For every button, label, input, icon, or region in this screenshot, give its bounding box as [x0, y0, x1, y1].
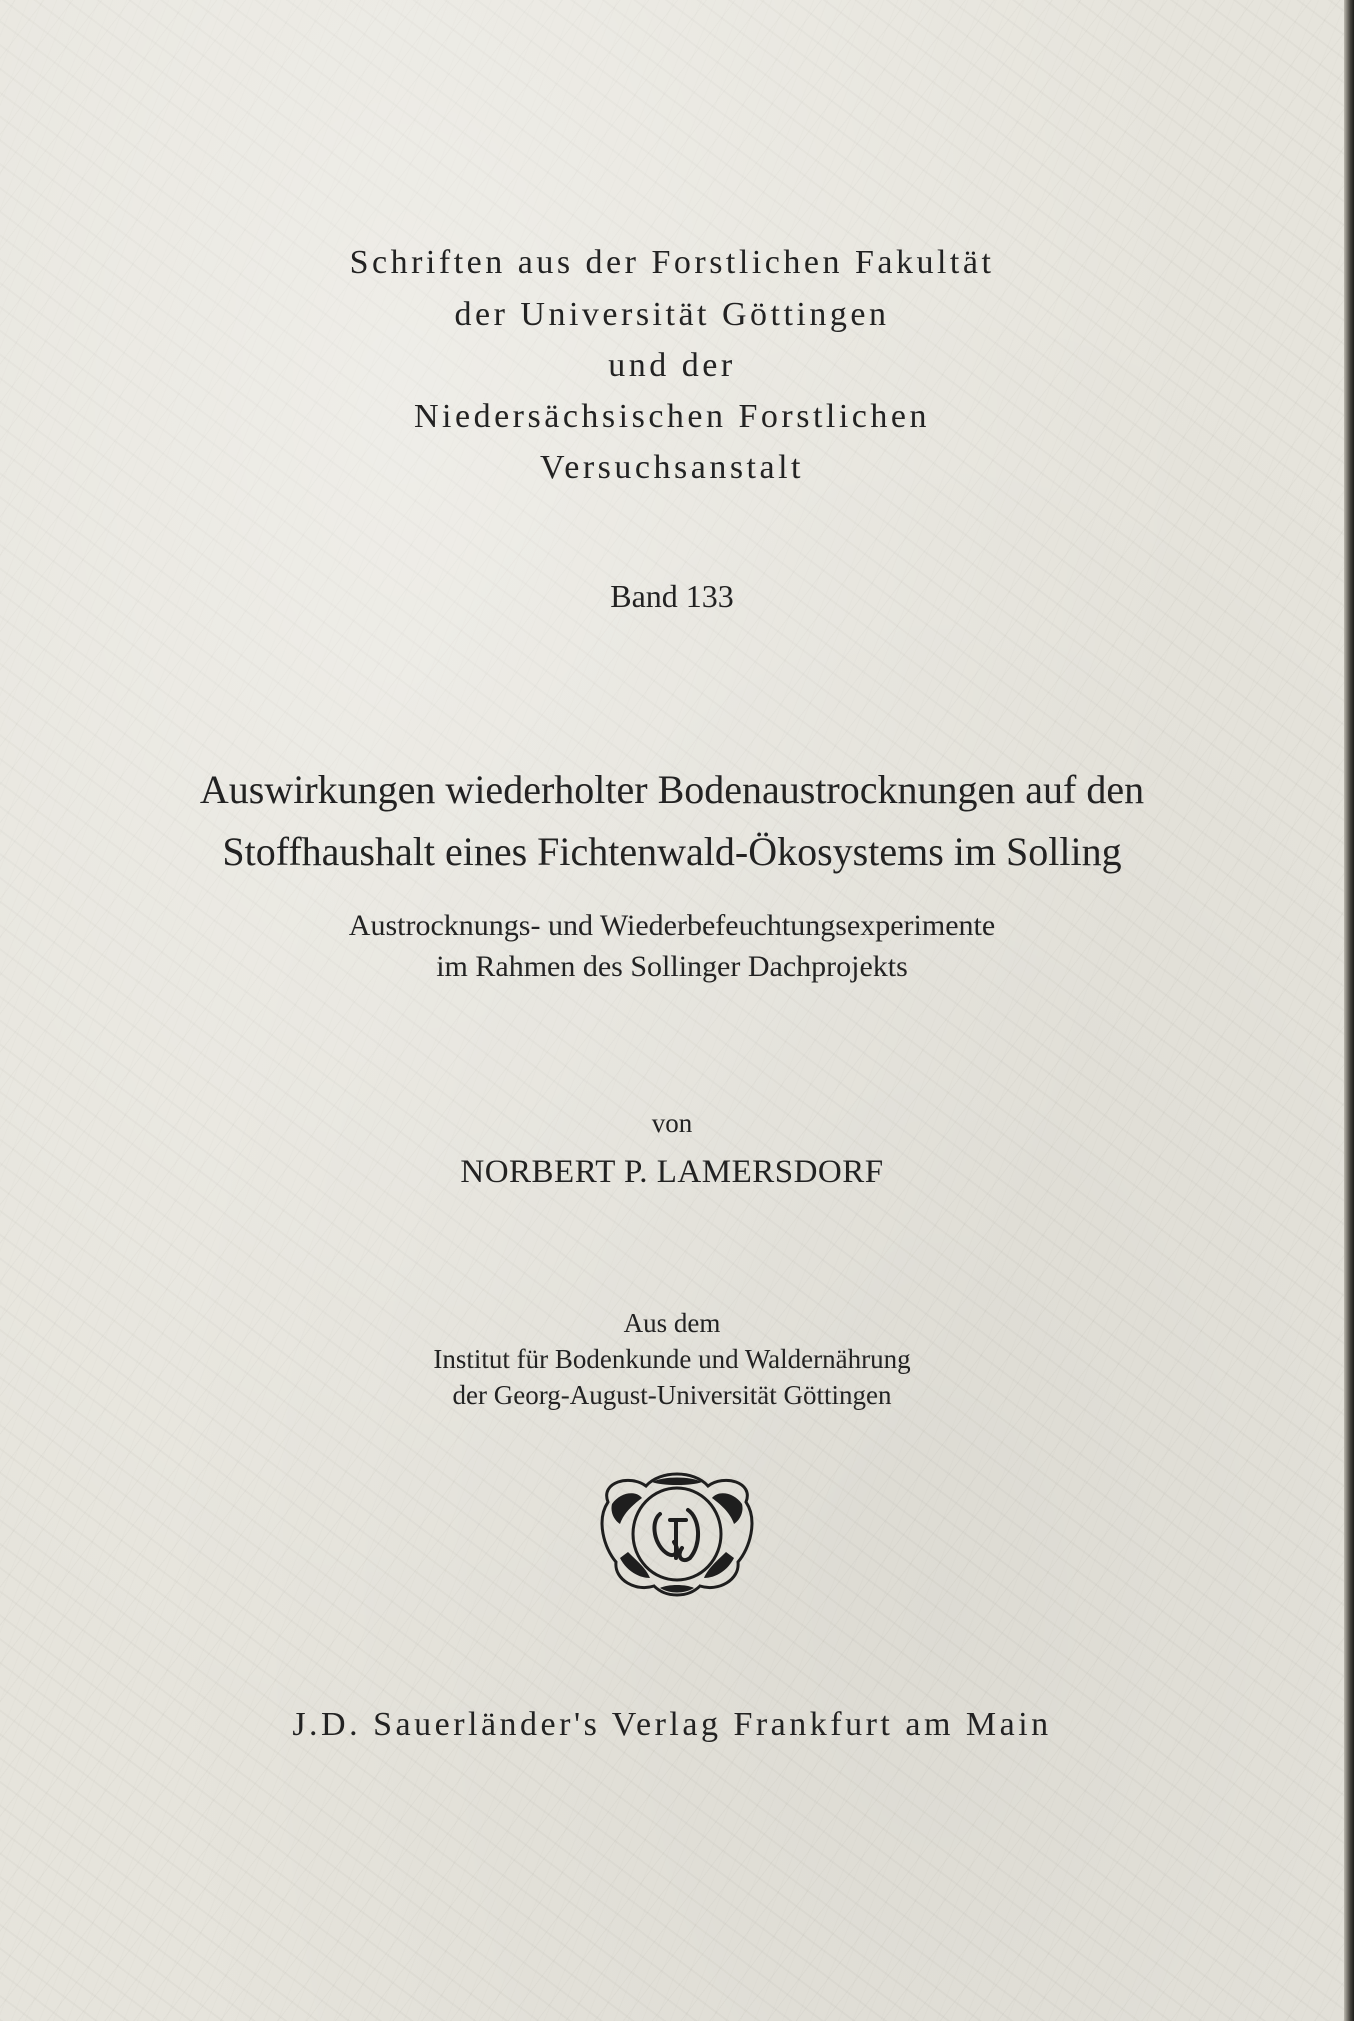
- series-line-4: Niedersächsischen Forstlichen: [414, 398, 930, 435]
- title-line-2: Stoffhaushalt eines Fichtenwald-Ökosystems im Solling: [222, 829, 1122, 874]
- institute-line-3: der Georg-August-Universität Göttingen: [452, 1380, 892, 1410]
- title-line-1: Auswirkungen wiederholter Bodenaustrocknungen auf den: [199, 767, 1145, 812]
- institute-line-2: Institut für Bodenkunde und Waldernährung: [433, 1344, 911, 1374]
- page-edge-shadow: [1344, 0, 1354, 2021]
- author-name: NORBERT P. LAMERSDORF: [460, 1154, 884, 1190]
- subtitle-line-2: im Rahmen des Sollinger Dachprojekts: [436, 950, 908, 983]
- publisher-seal-icon: [590, 1462, 764, 1602]
- series-line-3: und der: [608, 347, 736, 384]
- byline: von: [651, 1108, 693, 1138]
- series-line-5: Versuchsanstalt: [539, 449, 804, 486]
- volume-number: Band 133: [610, 578, 734, 614]
- institute-line-1: Aus dem: [623, 1308, 721, 1338]
- series-line-1: Schriften aus der Forstlichen Fakultät: [349, 244, 995, 281]
- subtitle-line-1: Austrocknungs- und Wiederbefeuchtungsexperimente: [348, 909, 996, 942]
- publisher-imprint: J.D. Sauerländer's Verlag Frankfurt am Main: [292, 1706, 1052, 1743]
- series-line-2: der Universität Göttingen: [454, 296, 890, 333]
